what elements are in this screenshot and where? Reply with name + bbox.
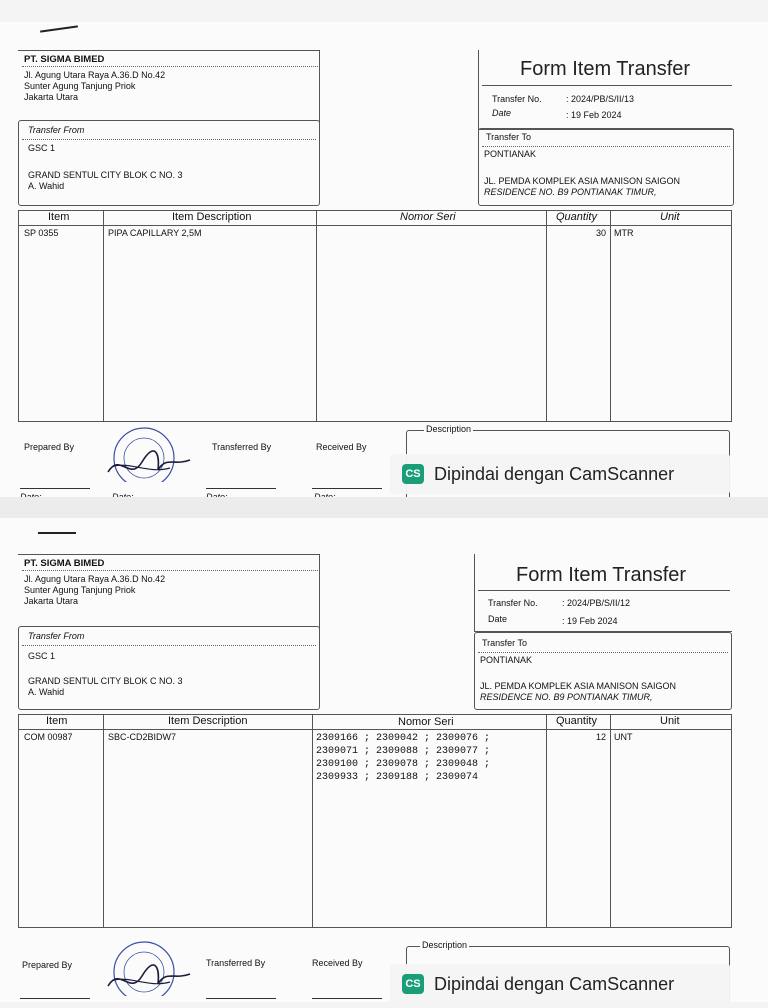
divider <box>482 146 730 147</box>
company-stamp <box>100 422 196 482</box>
from-address: GRAND SENTUL CITY BLOK C NO. 3 <box>28 676 183 686</box>
col-rule <box>103 210 104 422</box>
serial-line: 2309071 ; 2309088 ; 2309077 ; <box>316 746 491 757</box>
received-by-label: Received By <box>316 442 367 452</box>
company-address-2: Sunter Agung Tanjung Priok <box>24 81 136 91</box>
table-cell-quantity: 12 <box>595 732 606 742</box>
table-cell-item: SP 0355 <box>24 228 59 238</box>
signature-line <box>20 488 90 489</box>
col-rule <box>312 714 313 928</box>
signature-line <box>312 998 382 999</box>
camscanner-watermark <box>390 454 730 494</box>
col-rule <box>610 714 611 928</box>
transfer-no-value: : 2024/PB/S/II/13 <box>566 94 635 104</box>
transfer-form-1 <box>0 22 768 506</box>
table-cell-unit: UNT <box>614 732 633 742</box>
signature-line <box>206 998 276 999</box>
transfer-to-label: Transfer To <box>482 638 528 648</box>
company-address-3: Jakarta Utara <box>24 92 79 102</box>
received-by-label: Received By <box>312 958 363 968</box>
col-header-serial: Nomor Seri <box>398 716 454 728</box>
from-code: GSC 1 <box>28 143 56 153</box>
col-header-unit: Unit <box>660 211 680 223</box>
company-stamp <box>100 936 196 996</box>
to-city: PONTIANAK <box>484 149 537 159</box>
camscanner-watermark <box>390 964 730 1002</box>
table-cell-item: COM 00987 <box>24 732 73 742</box>
transfer-from-label: Transfer From <box>28 125 85 135</box>
col-rule <box>610 210 611 422</box>
table-header-rule <box>18 729 732 730</box>
col-rule <box>546 210 547 422</box>
camscanner-label: Dipindai dengan CamScanner <box>434 463 675 484</box>
transfer-form-2 <box>0 518 768 1002</box>
col-header-description: Item Description <box>168 715 248 727</box>
col-header-quantity: Quantity <box>556 211 597 223</box>
transfer-no-value: : 2024/PB/S/II/12 <box>562 598 631 608</box>
col-header-quantity: Quantity <box>556 715 597 727</box>
col-header-unit: Unit <box>660 715 680 727</box>
company-name: PT. SIGMA BIMED <box>24 54 105 65</box>
table-cell-unit: MTR <box>614 228 634 238</box>
description-label: Description <box>422 940 468 950</box>
transfer-no-label: Transfer No. <box>488 598 538 608</box>
to-address-1: JL. PEMDA KOMPLEK ASIA MANISON SAIGON <box>484 176 681 186</box>
camscanner-label: Dipindai dengan CamScanner <box>434 973 675 994</box>
transfer-no-label: Transfer No. <box>492 94 542 104</box>
description-label: Description <box>426 424 472 434</box>
signature-line <box>206 488 276 489</box>
from-code: GSC 1 <box>28 651 56 661</box>
col-rule <box>546 714 547 928</box>
pen-mark <box>38 532 76 534</box>
table-cell-description: PIPA CAPILLARY 2,5M <box>108 228 202 238</box>
prepared-by-label: Prepared By <box>24 442 75 452</box>
date-label: Date <box>492 108 512 118</box>
from-address: GRAND SENTUL CITY BLOK C NO. 3 <box>28 170 183 180</box>
divider <box>478 652 728 653</box>
table-cell-quantity: 30 <box>595 228 606 238</box>
signature-line <box>312 488 382 489</box>
camscanner-icon: CS <box>402 974 424 994</box>
company-address-1: Jl. Agung Utara Raya A.36.D No.42 <box>24 574 166 584</box>
to-city: PONTIANAK <box>480 655 533 665</box>
to-address-1: JL. PEMDA KOMPLEK ASIA MANISON SAIGON <box>480 681 677 691</box>
table-cell-description: SBC-CD2BIDW7 <box>108 732 177 742</box>
serial-line: 2309933 ; 2309188 ; 2309074 <box>316 772 479 783</box>
company-name: PT. SIGMA BIMED <box>24 558 105 569</box>
from-person: A. Wahid <box>28 181 65 191</box>
divider <box>22 645 316 646</box>
date-value: : 19 Feb 2024 <box>566 110 622 120</box>
col-header-item: Item <box>46 715 68 727</box>
pen-mark <box>40 25 78 32</box>
from-person: A. Wahid <box>28 687 65 697</box>
serial-line: 2309100 ; 2309078 ; 2309048 ; <box>316 759 491 770</box>
company-address-2: Sunter Agung Tanjung Priok <box>24 585 136 595</box>
page-gap <box>0 497 768 518</box>
signature-line <box>20 998 90 999</box>
company-address-1: Jl. Agung Utara Raya A.36.D No.42 <box>24 70 166 80</box>
date-label: Date <box>488 614 508 624</box>
divider <box>22 570 318 571</box>
col-header-description: Item Description <box>172 211 252 223</box>
camscanner-icon: CS <box>402 464 424 484</box>
divider <box>22 139 316 140</box>
col-rule <box>316 210 317 422</box>
transfer-to-label: Transfer To <box>486 132 532 142</box>
items-table <box>18 210 732 422</box>
form-title: Form Item Transfer <box>516 564 687 586</box>
col-rule <box>103 714 104 928</box>
table-header-rule <box>18 225 732 226</box>
transfer-from-label: Transfer From <box>28 631 85 641</box>
divider <box>478 590 730 591</box>
serial-line: 2309166 ; 2309042 ; 2309076 ; <box>316 733 491 744</box>
form-title: Form Item Transfer <box>520 58 691 80</box>
divider <box>22 66 318 67</box>
company-address-3: Jakarta Utara <box>24 596 79 606</box>
date-value: : 19 Feb 2024 <box>562 616 618 626</box>
to-address-2: RESIDENCE NO. B9 PONTIANAK TIMUR, <box>480 692 653 702</box>
transferred-by-label: Transferred By <box>206 958 266 968</box>
to-address-2: RESIDENCE NO. B9 PONTIANAK TIMUR, <box>484 187 657 197</box>
col-header-item: Item <box>48 211 70 223</box>
transferred-by-label: Transferred By <box>212 442 272 452</box>
col-header-serial: Nomor Seri <box>400 211 456 223</box>
prepared-by-label: Prepared By <box>22 960 73 970</box>
divider <box>482 85 732 86</box>
